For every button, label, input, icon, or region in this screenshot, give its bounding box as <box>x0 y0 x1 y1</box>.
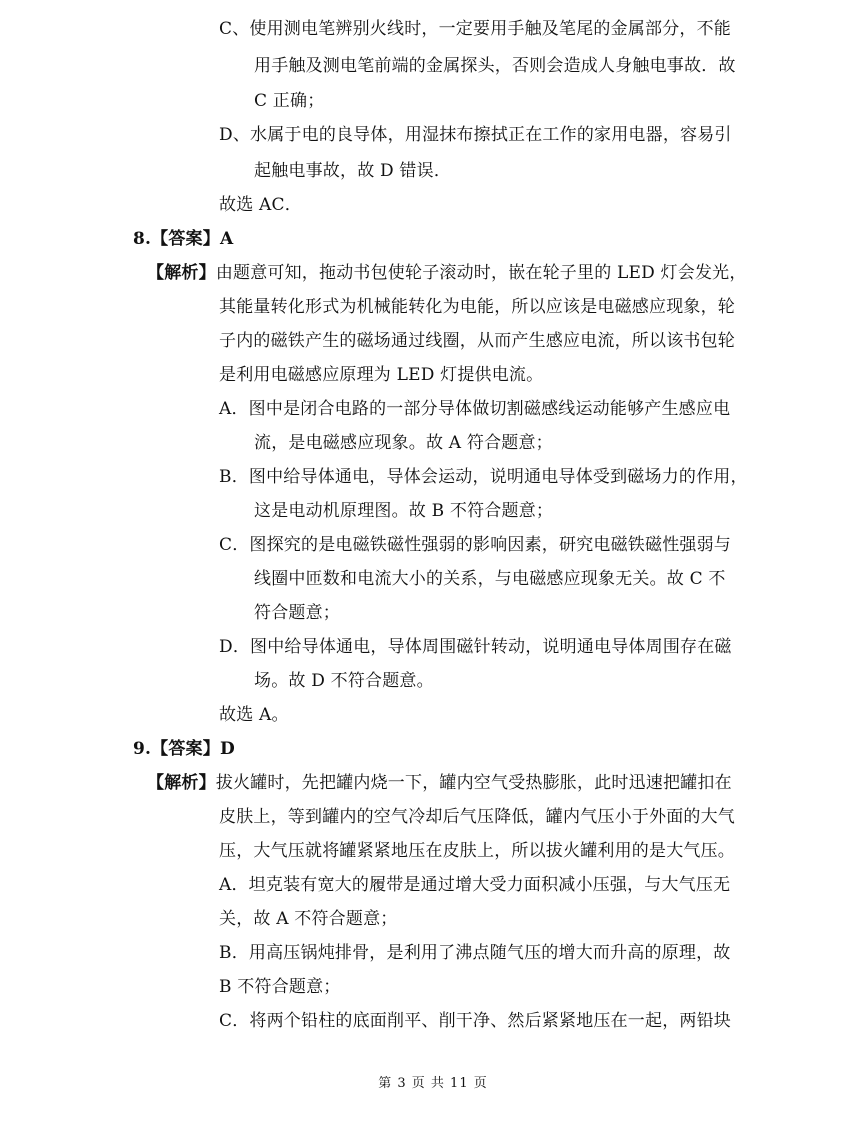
analysis-text: 拔火罐时，先把罐内烧一下，罐内空气受热膨胀，此时迅速把罐扣在 <box>215 773 732 793</box>
option-d-line-1: D、水属于电的良导体，用湿抹布擦拭正在工作的家用电器，容易引 <box>219 125 732 145</box>
option-a-line-2: 流，是电磁感应现象。故 A 符合题意； <box>254 433 553 453</box>
option-a-9-line-1: A．坦克装有宽大的履带是通过增大受力面积减小压强，与大气压无 <box>219 875 731 895</box>
page-footer: 第 3 页 共 11 页 <box>378 1076 488 1091</box>
option-b-9-line-1: B．用高压锅炖排骨，是利用了沸点随气压的增大而升高的原理，故 <box>219 943 731 963</box>
option-c2-line-3: 符合题意； <box>254 603 340 623</box>
option-b-line-2: 这是电动机原理图。故 B 不符合题意； <box>254 501 554 521</box>
option-a-line-1: A．图中是闭合电路的一部分导体做切割磁感线运动能够产生感应电 <box>219 399 731 419</box>
option-a-9-line-2: 关，故 A 不符合题意； <box>219 909 398 929</box>
analysis-line-4: 是利用电磁感应原理为 LED 灯提供电流。 <box>219 365 544 385</box>
option-d2-line-2: 场。故 D 不符合题意。 <box>254 671 434 691</box>
conclusion-line-8: 故选 A。 <box>219 705 289 725</box>
analysis-9-line-1 <box>147 772 732 794</box>
option-d2-line-1: D．图中给导体通电，导体周围磁针转动，说明通电导体周围存在磁 <box>219 637 732 657</box>
option-c-line-3: C 正确； <box>254 91 325 111</box>
option-b-9-line-2: B 不符合题意； <box>219 977 341 997</box>
analysis-text: 由题意可知，拖动书包使轮子滚动时，嵌在轮子里的 LED 灯会发光， <box>215 263 747 283</box>
option-c-line-1: C、使用测电笔辨别火线时，一定要用手触及笔尾的金属部分，不能 <box>219 19 732 39</box>
option-b-line-1: B．图中给导体通电，导体会运动，说明通电导体受到磁场力的作用， <box>219 467 748 487</box>
option-c2-line-1: C．图探究的是电磁铁磁性强弱的影响因素，研究电磁铁磁性强弱与 <box>219 535 732 555</box>
analysis-9-line-3: 压，大气压就将罐紧紧地压在皮肤上，所以拔火罐利用的是大气压。 <box>219 841 735 861</box>
analysis-9-line-2: 皮肤上，等到罐内的空气冷却后气压降低，罐内气压小于外面的大气 <box>219 807 735 827</box>
option-c-9-line-1: C．将两个铅柱的底面削平、削干净、然后紧紧地压在一起，两铅块 <box>219 1011 732 1031</box>
answer-heading-9: 9.【答案】D <box>133 739 235 759</box>
analysis-line-2: 其能量转化形式为机械能转化为电能，所以应该是电磁感应现象，轮 <box>219 297 735 317</box>
analysis-line-1 <box>147 262 747 284</box>
option-c-line-2: 用手触及测电笔前端的金属探头，否则会造成人身触电事故．故 <box>254 56 736 76</box>
analysis-line-3: 子内的磁铁产生的磁场通过线圈，从而产生感应电流，所以该书包轮 <box>219 331 735 351</box>
analysis-label: 【解析】 <box>147 263 216 283</box>
option-c2-line-2: 线圈中匝数和电流大小的关系，与电磁感应现象无关。故 C 不 <box>254 569 726 589</box>
conclusion-line: 故选 AC． <box>219 195 302 215</box>
analysis-label: 【解析】 <box>147 773 216 793</box>
option-d-line-2: 起触电事故，故 D 错误． <box>254 161 452 181</box>
answer-heading-8: 8.【答案】A <box>133 229 234 249</box>
